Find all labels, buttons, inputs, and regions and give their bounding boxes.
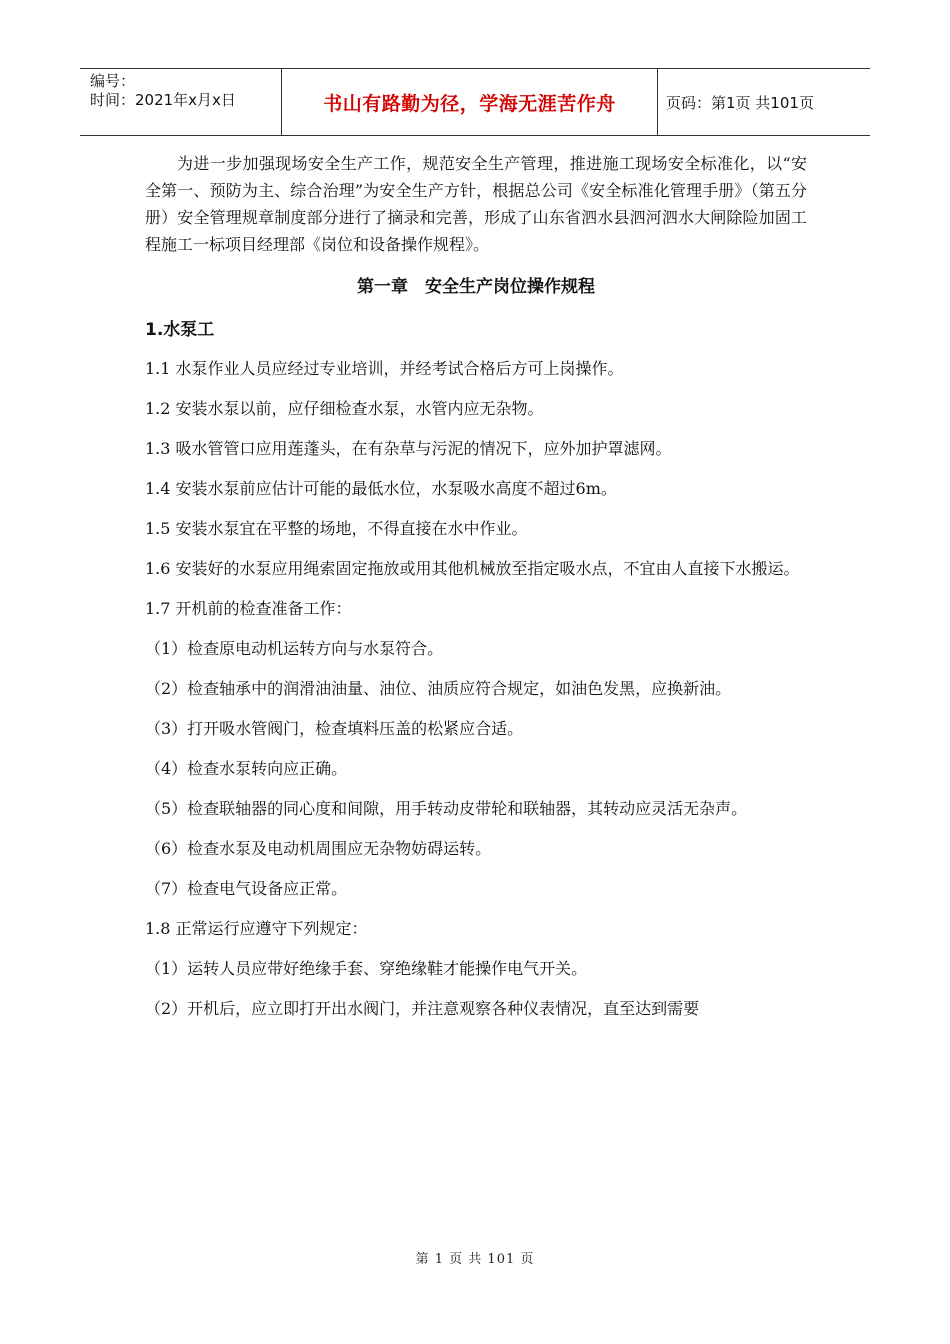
list-item: （5）检查联轴器的同心度和间隙，用手转动皮带轮和联轴器，其转动应灵活无杂声。 xyxy=(145,799,748,818)
list-item: 1.1 水泵作业人员应经过专业培训，并经考试合格后方可上岗操作。 xyxy=(145,359,624,378)
section-title: 1.水泵工 xyxy=(145,320,215,340)
page-footer: 第 1 页 共 101 页 xyxy=(415,1252,535,1267)
list-item: 1.2 安装水泵以前，应仔细检查水泵，水管内应无杂物。 xyxy=(145,399,544,418)
header-page-info: 页码：第1页 共101页 xyxy=(666,93,814,112)
document-body xyxy=(145,150,807,1036)
list-item: （3）打开吸水管阀门，检查填料压盖的松紧应合适。 xyxy=(145,719,524,738)
list-item: 1.5 安装水泵宜在平整的场地，不得直接在水中作业。 xyxy=(145,519,528,538)
header-motto: 书山有路勤为径，学海无涯苦作舟 xyxy=(282,69,658,135)
list-item: 1.7 开机前的检查准备工作： xyxy=(145,599,352,618)
list-item: 1.6 安装好的水泵应用绳索固定拖放或用其他机械放至指定吸水点，不宜由人直接下水搬运。 xyxy=(145,559,800,578)
document-number-label: 编号： xyxy=(90,72,136,90)
list-item: 1.8 正常运行应遵守下列规定： xyxy=(145,919,368,938)
list-item: （7）检查电气设备应正常。 xyxy=(145,879,348,898)
header-meta-cell xyxy=(80,69,282,135)
intro-paragraph: 为进一步加强现场安全生产工作，规范安全生产管理，推进施工现场安全标准化，以“安全第一、预防为主、综合治理”为安全生产方针，根据总公司《安全标准化管理手册》（第五分册）安全管理规章制度部分进行了摘录和完善，形成了山东省泗水县泗河泗水大闸除险加固工程施工一标项目经理部《岗位和设备操作规程》。 xyxy=(145,154,807,254)
list-item: （2）开机后，应立即打开出水阀门，并注意观察各种仪表情况，直至达到需要 xyxy=(145,999,700,1018)
list-item: （2）检查轴承中的润滑油油量、油位、油质应符合规定，如油色发黑，应换新油。 xyxy=(145,679,732,698)
list-item: 1.4 安装水泵前应估计可能的最低水位，水泵吸水高度不超过6m。 xyxy=(145,479,617,498)
chapter-title: 第一章 安全生产岗位操作规程 xyxy=(357,277,595,297)
list-item: （4）检查水泵转向应正确。 xyxy=(145,759,348,778)
list-item: 1.3 吸水管管口应用莲蓬头，在有杂草与污泥的情况下，应外加护罩滤网。 xyxy=(145,439,672,458)
list-item: （6）检查水泵及电动机周围应无杂物妨碍运转。 xyxy=(145,839,492,858)
document-time-label: 时间：2021年x月x日 xyxy=(90,91,236,109)
list-item: （1）检查原电动机运转方向与水泵符合。 xyxy=(145,639,444,658)
document-header xyxy=(80,68,870,136)
list-item: （1）运转人员应带好绝缘手套、穿绝缘鞋才能操作电气开关。 xyxy=(145,959,588,978)
